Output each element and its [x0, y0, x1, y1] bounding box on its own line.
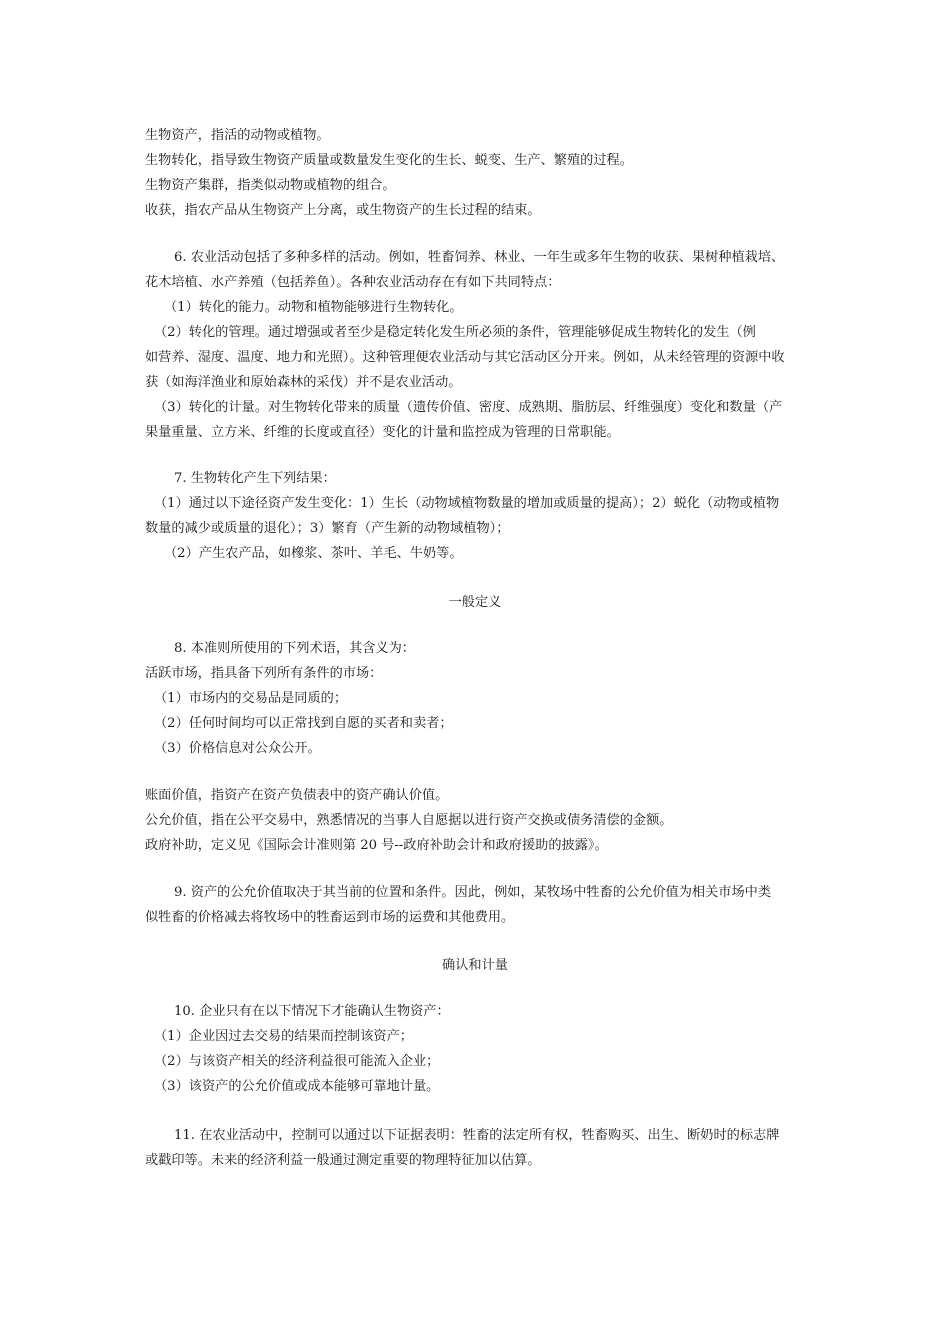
definition-biological-transformation: 生物转化，指导致生物资产质量或数量发生变化的生长、蜕变、生产、繁殖的过程。 [145, 153, 633, 168]
paragraph-10-item-1: （1）企业因过去交易的结果而控制该资产； [154, 1029, 413, 1044]
paragraph-7-heading: 7. 生物转化产生下列结果： [174, 471, 336, 486]
paragraph-11-line-1: 11. 在农业活动中，控制可以通过以下证据表明：牲畜的法定所有权，牲畜购买、出生、断奶时的标志牌 [174, 1128, 780, 1143]
definition-biological-asset-group: 生物资产集群，指类似动物或植物的组合。 [145, 178, 396, 193]
paragraph-7-item-1-line-2: 数量的减少或质量的退化）；3）繁育（产生新的动物域植物）； [145, 521, 510, 536]
paragraph-7-item-2: （2）产生农产品，如橡浆、茶叶、羊毛、牛奶等。 [164, 546, 463, 561]
paragraph-6-item-3-line-2: 果量重量、立方米、纤维的长度或直径）变化的计量和监控成为管理的日常职能。 [145, 425, 620, 440]
definition-fair-value: 公允价值，指在公平交易中，熟悉情况的当事人自愿据以进行资产交换或债务清偿的金额。 [145, 813, 673, 828]
paragraph-8-heading: 8. 本准则所使用的下列术语，其含义为： [174, 641, 415, 656]
paragraph-10-item-3: （3）该资产的公允价值或成本能够可靠地计量。 [154, 1079, 440, 1094]
paragraph-6-item-2-line-2: 如营养、湿度、温度、地力和光照）。这种管理便农业活动与其它活动区分开来。例如，从未经管理的资源中收 [145, 350, 785, 365]
definition-biological-asset: 生物资产，指活的动物或植物。 [145, 128, 330, 143]
paragraph-6-item-1: （1）转化的能力。动物和植物能够进行生物转化。 [164, 300, 463, 315]
active-market-condition-3: （3）价格信息对公众公开。 [154, 741, 321, 756]
paragraph-6-item-2-line-3: 获（如海洋渔业和原始森林的采伐）并不是农业活动。 [145, 375, 462, 390]
active-market-condition-1: （1）市场内的交易品是同质的； [154, 691, 348, 706]
paragraph-11-line-2: 或戳印等。未来的经济利益一般通过测定重要的物理特征加以估算。 [145, 1153, 541, 1168]
paragraph-10-item-2: （2）与该资产相关的经济利益很可能流入企业； [154, 1054, 440, 1069]
paragraph-9-line-2: 似牲畜的价格减去将牧场中的牲畜运到市场的运费和其他费用。 [145, 910, 515, 925]
paragraph-10-heading: 10. 企业只有在以下情况下才能确认生物资产： [174, 1004, 450, 1019]
definition-harvest: 收获，指农产品从生物资产上分离，或生物资产的生长过程的结束。 [145, 203, 541, 218]
paragraph-6-item-3-line-1: （3）转化的计量。对生物转化带来的质量（遗传价值、密度、成熟期、脂肪层、纤维强度）变化和数量（产 [154, 400, 783, 415]
paragraph-7-item-1-line-1: （1）通过以下途径资产发生变化：1）生长（动物域植物数量的增加或质量的提高）；2）蜕化（动物或植物 [154, 496, 780, 511]
paragraph-9-line-1: 9. 资产的公允价值取决于其当前的位置和条件。因此，例如，某牧场中牲畜的公允价值为相关市场中类 [174, 885, 772, 900]
definition-government-grants: 政府补助，定义见《国际会计准则第 20 号--政府补助会计和政府援助的披露》。 [145, 838, 608, 853]
paragraph-6-line-1: 6. 农业活动包括了多种多样的活动。例如，牲畜饲养、林业、一年生或多年生物的收获、果树种植栽培、 [174, 250, 785, 265]
definition-carrying-amount: 账面价值，指资产在资产负债表中的资产确认价值。 [145, 788, 449, 803]
paragraph-6-line-2: 花木培植、水产养殖（包括养鱼）。各种农业活动存在有如下共同特点： [145, 275, 561, 290]
section-heading-general-definitions: 一般定义 [448, 595, 502, 610]
definition-active-market: 活跃市场，指具备下列所有条件的市场： [145, 666, 383, 681]
active-market-condition-2: （2）任何时间均可以正常找到自愿的买者和卖者； [154, 716, 453, 731]
paragraph-6-item-2-line-1: （2）转化的管理。通过增强或者至少是稳定转化发生所必须的条件，管理能够促成生物转化的发生（例 [154, 325, 756, 340]
section-heading-recognition-measurement: 确认和计量 [442, 958, 508, 973]
